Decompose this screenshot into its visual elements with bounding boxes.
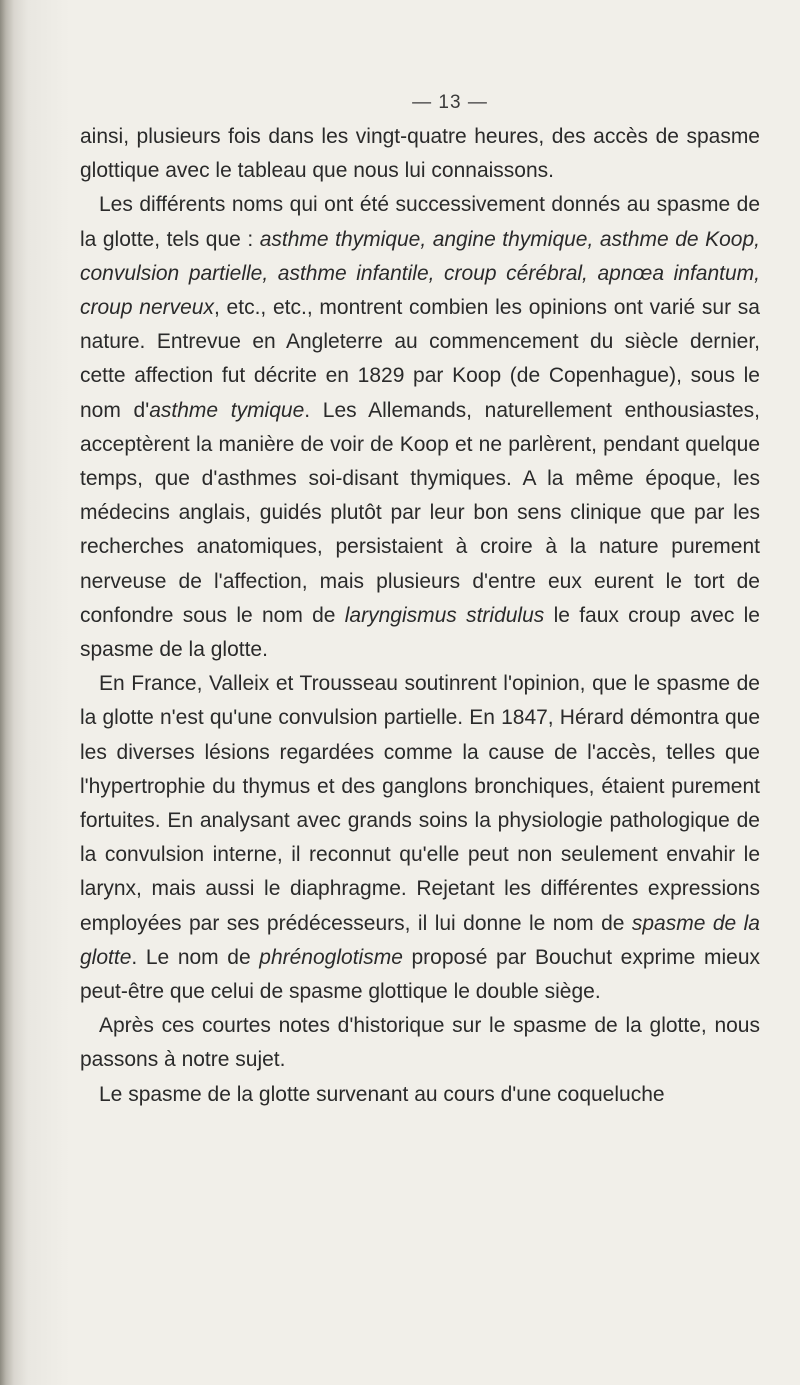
text-run: Les différents noms qui ont été successivement donnés au spasme de la glotte, tels que : bbox=[80, 193, 760, 251]
text-run: En France, Valleix et Trousseau soutinrent l'opinion, que le spasme de la glotte n'est qu'une convulsion partielle. En 1847, Hérard démontra que les diverses lésions regardées comme la cause de l'accès, telles que l'hypertrophie du thymus et des ganglons bronchiques, étaient purement fortuites. En analysant avec grands soins la physiologie pathologique de la convulsion interne, il reconnut qu'elle peut non seulement envahir le larynx, mais aussi le diaphragme. Rejetant les différentes expressions employées par ses prédécesseurs, il lui donne le nom de bbox=[80, 672, 760, 935]
paragraph bbox=[80, 188, 760, 667]
paragraph bbox=[80, 1009, 760, 1077]
text-run: ainsi, plusieurs fois dans les vingt-quatre heures, des accès de spasme glottique avec le tableau que nous lui connaissons. bbox=[80, 125, 760, 183]
italic-term: phrénoglotisme bbox=[259, 945, 403, 969]
text-run: Après ces courtes notes d'historique sur le spasme de la glotte, nous passons à notre sujet. bbox=[80, 1014, 760, 1072]
body-text bbox=[80, 120, 760, 1112]
paragraph bbox=[80, 1078, 760, 1112]
italic-term: spasme de la glotte bbox=[80, 911, 760, 969]
italic-term: asthme thymique, angine thymique, asthme de Koop, convulsion partielle, asthme infantile, croup cérébral, apnœa infantum, croup nerveux bbox=[80, 227, 761, 320]
paragraph bbox=[80, 667, 760, 1009]
italic-term: laryngismus stridulus bbox=[344, 603, 545, 627]
text-run: le faux croup avec le spasme de la glotte. bbox=[80, 603, 760, 662]
paragraph bbox=[80, 120, 760, 188]
text-run: . Le nom de bbox=[131, 945, 260, 969]
book-page bbox=[80, 92, 760, 1112]
text-run: . Les Allemands, naturellement enthousiastes, acceptèrent la manière de voir de Koop et ne parlèrent, pendant quelque temps, que d'asthmes soi-disant thymiques. A la même époque, les médecins anglais, guidés plutôt par leur bon sens clinique que par les recherches anatomiques, persistaient à croire à la nature purement nerveuse de l'affection, mais plusieurs d'entre eux eurent le tort de confondre sous le nom de bbox=[80, 398, 760, 627]
text-run: Le spasme de la glotte survenant au cours d'une coqueluche bbox=[99, 1082, 665, 1106]
page-binding-shadow bbox=[0, 0, 70, 1385]
italic-term: asthme tymique bbox=[149, 398, 305, 422]
page-number: — 13 — bbox=[412, 92, 488, 113]
text-run: , etc., etc., montrent combien les opinions ont varié sur sa nature. Entrevue en Angleterre au commencement du siècle dernier, cette affection fut décrite en 1829 par Koop (de Copenhague), sous le nom d' bbox=[80, 296, 760, 422]
text-run: proposé par Bouchut exprime mieux peut-être que celui de spasme glottique le double siège. bbox=[80, 945, 760, 1004]
